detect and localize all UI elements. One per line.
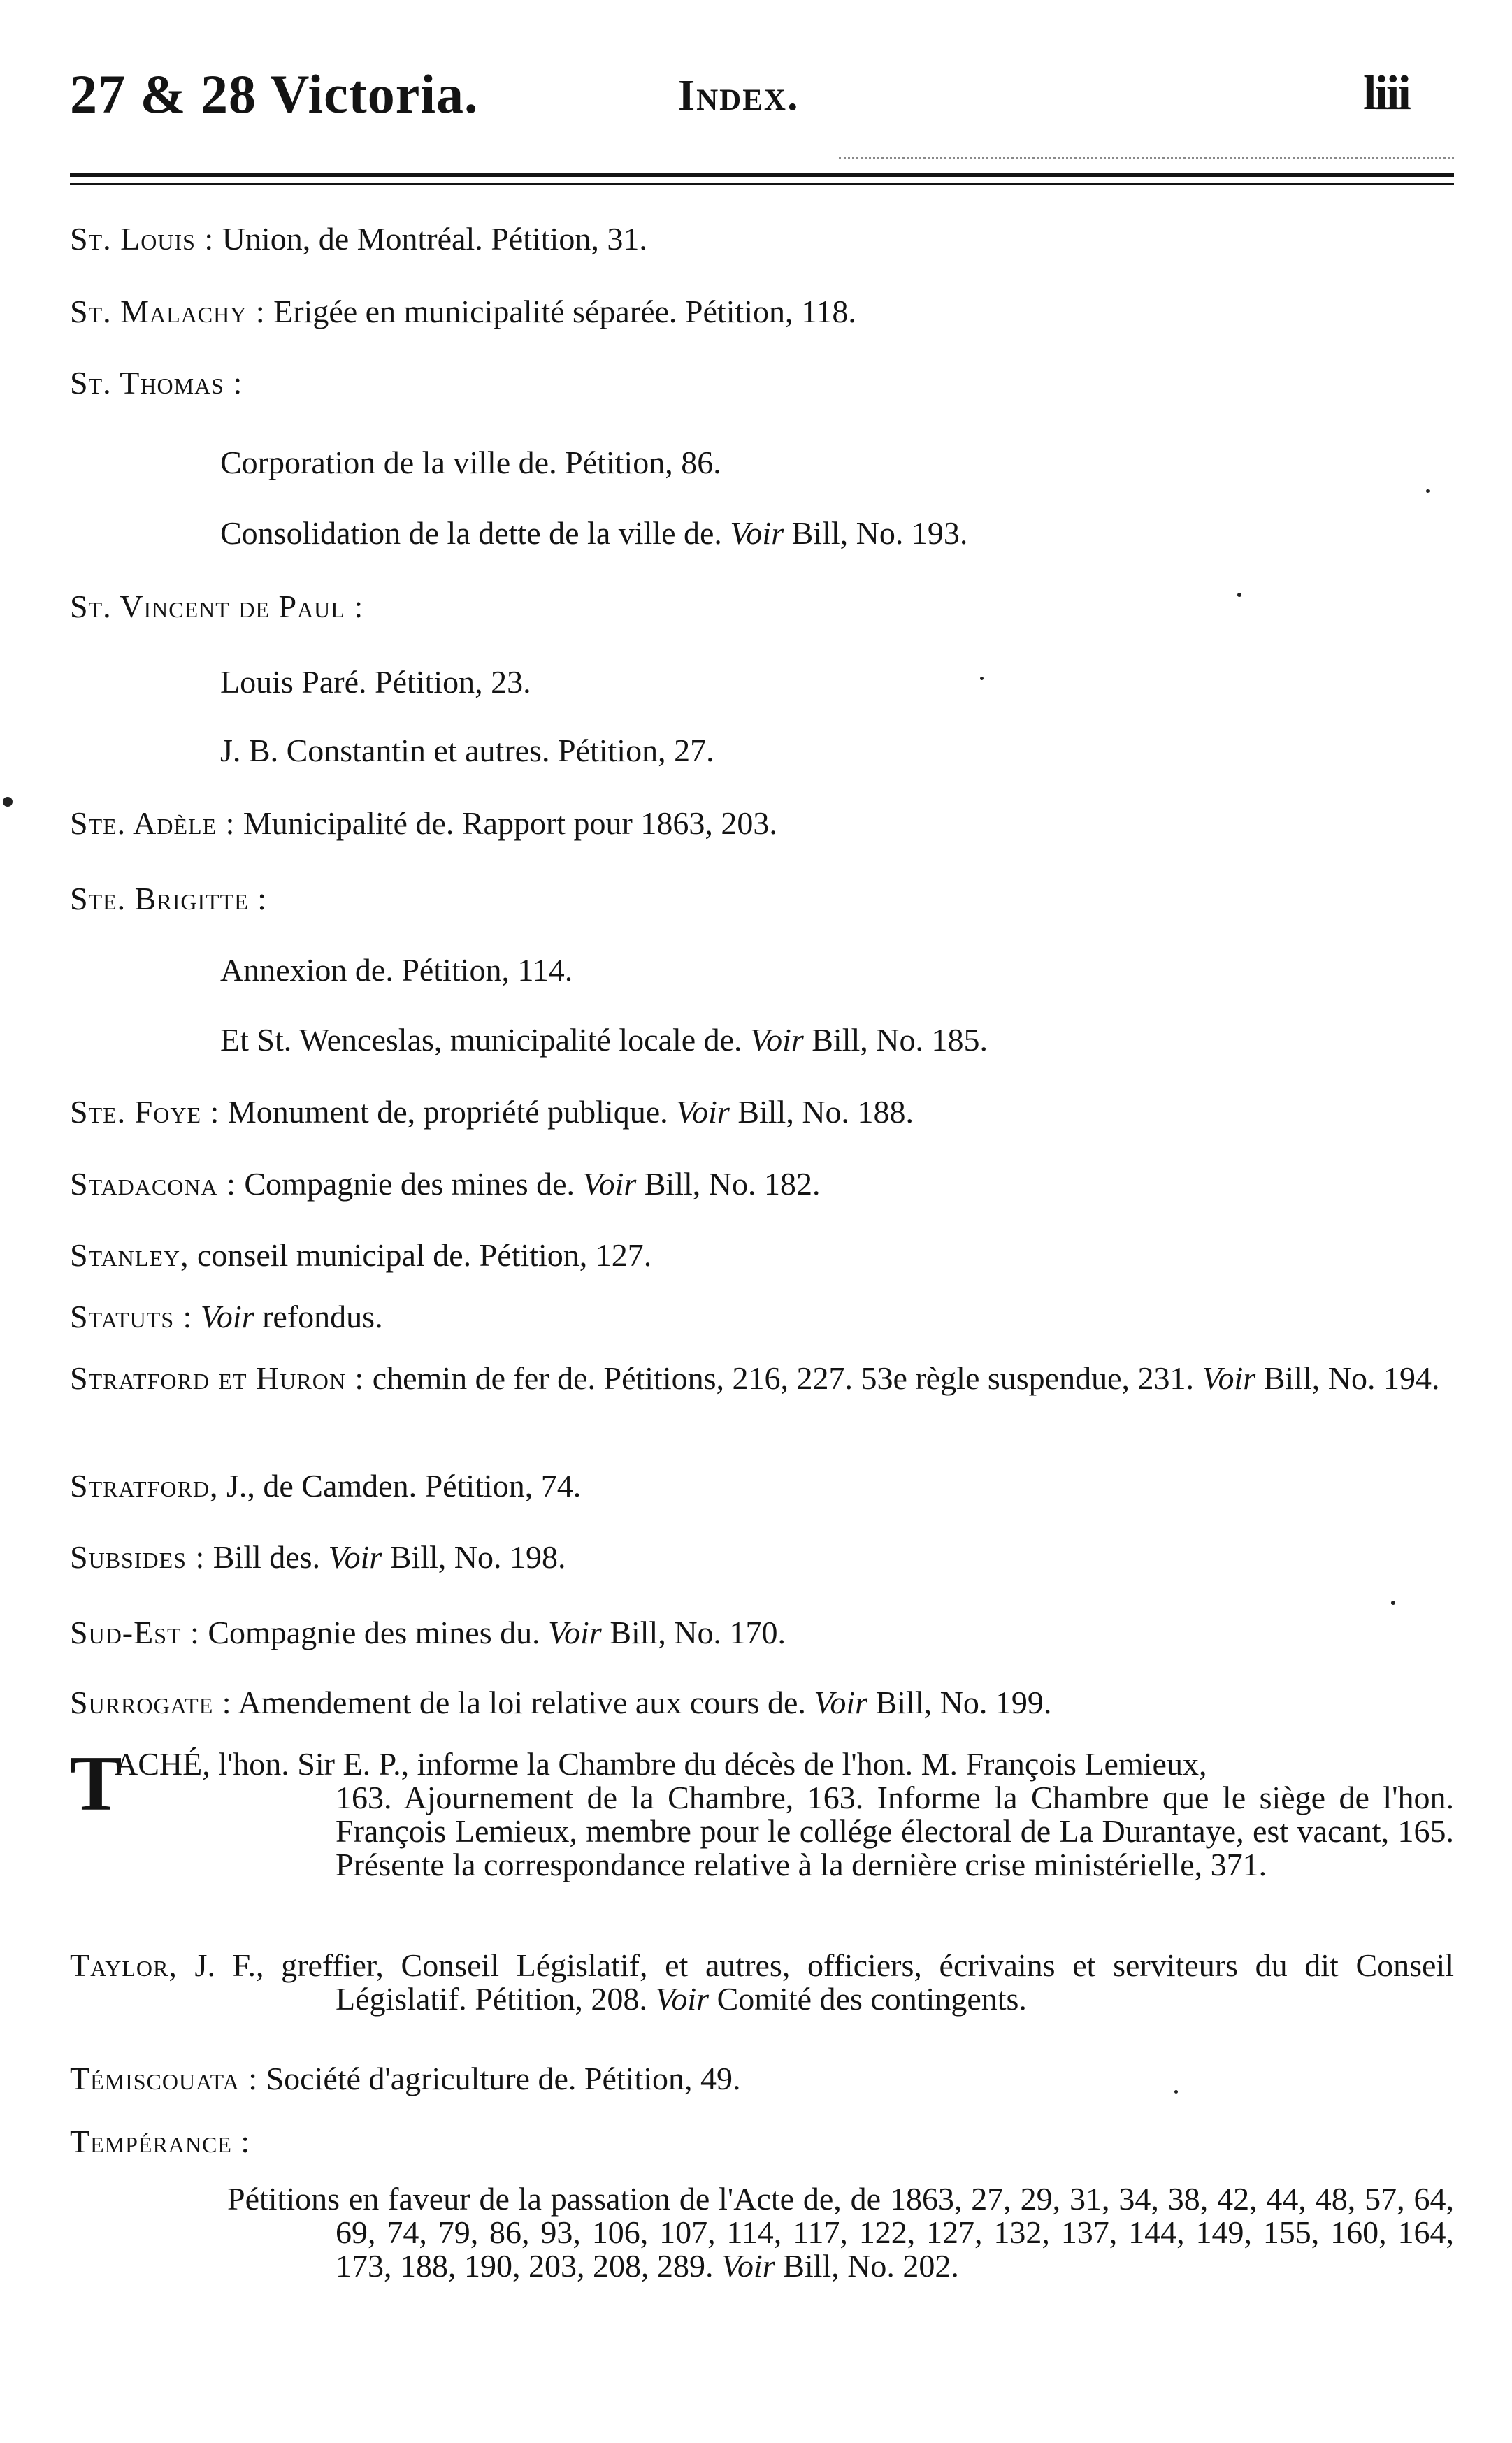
entry-text: Monument de, propriété publique. [219,1094,677,1130]
voir-reference: Voir [730,515,784,551]
entry-heading: Subsides : [70,1539,206,1575]
entry-text: Union, de Montréal. Pétition, 31. [214,221,647,257]
voir-reference: Voir [548,1615,602,1650]
entry-heading: ACHÉ, [115,1746,210,1782]
entry-heading: Stanley, [70,1237,189,1273]
drop-cap-letter: T [70,1741,122,1827]
sub-entry-paragraph [227,2182,1454,2283]
index-entry-surrogate [70,1683,1454,1722]
index-entry-temiscouata [70,2059,1454,2098]
sub-entry-text: Pétitions en faveur de la passation de l'Acte de, de 1863, 27, 29, 31, 34, 38, 42, 44, 48, 57, 64, 69, 74, 79, 86, 93, 106, 107, 114, 117, 122, 127, 132, 137, 144, 149, 155, 160, 164, 173, 188, 190, 203, 208, 289. [227,2181,1454,2284]
index-entry-st-thomas [70,363,1454,403]
entry-text-after: Bill, No. 199. [867,1685,1052,1720]
entry-first-line [115,1747,1207,1781]
entry-text: conseil municipal de. Pétition, 127. [189,1237,652,1273]
index-entry-stratford-j [70,1466,1454,1506]
entry-heading: Stratford, [70,1468,219,1504]
scan-speck [1391,1601,1395,1605]
entry-text: Municipalité de. Rapport pour 1863, 203. [235,805,777,841]
volume-title: 27 & 28 Victoria. [70,64,479,124]
index-entry-st-louis [70,219,1454,259]
entry-heading: Stratford et Huron : [70,1360,365,1396]
voir-reference: Voir [814,1685,868,1720]
entry-heading: Ste. Foye : [70,1094,220,1130]
index-entry-ste-foye [70,1093,1454,1132]
entry-text-after: Bill, No. 170. [601,1615,786,1650]
scan-speck [1174,2090,1178,2094]
index-entry-sud-est [70,1613,1454,1652]
page-number: liii [1363,66,1409,120]
index-entry-statuts [70,1297,1454,1336]
voir-reference: Voir [721,2248,775,2284]
entry-heading: Ste. Adèle : [70,805,236,841]
entry-heading: Ste. Brigitte : [70,881,268,916]
index-entry-stratford-et-huron [70,1362,1454,1395]
scan-speck [1237,593,1241,597]
entry-text: J. F., greffier, Conseil Législatif, et autres, officiers, écrivains et serviteurs du dit Conseil Législatif. Pétition, 208. [177,1947,1454,2017]
voir-reference: Voir [655,1981,710,2017]
entry-text: l'hon. Sir E. P., informe la Chambre du décès de l'hon. M. François Lemieux, [210,1746,1207,1782]
voir-reference: Voir [192,1299,254,1334]
header-rule-thin [70,183,1454,185]
sub-entry-text-after: Bill, No. 185. [803,1022,988,1058]
entry-heading: Surrogate : [70,1685,232,1720]
entry-heading: St. Louis : [70,221,215,257]
entry-text-after: Comité des contingents. [709,1981,1027,2017]
entry-text-after: Bill, No. 198. [382,1539,566,1575]
index-entry-ste-brigitte [70,879,1454,918]
sub-entry [220,514,1454,553]
index-entry-st-malachy [70,292,1454,331]
index-entry-st-vincent-de-paul [70,587,1454,626]
index-entry-stadacona [70,1165,1454,1204]
voir-reference: Voir [582,1166,637,1202]
section-title: Index. [678,72,800,120]
sub-entry [220,443,1454,482]
scan-speck [3,797,13,807]
entry-heading: St. Malachy : [70,294,266,329]
sub-entry [220,951,1454,990]
entry-heading: Témiscouata : [70,2061,259,2096]
index-entry-temperance [70,2122,1454,2161]
entry-text: Amendement de la loi relative aux cours de. [231,1685,814,1720]
index-entry-subsides [70,1538,1454,1577]
sub-entry-text: Consolidation de la dette de la ville de. [220,515,730,551]
entry-text-after: Bill, No. 194. [1255,1360,1440,1396]
entry-heading: Sud-Est : [70,1615,200,1650]
header-rule-thick [70,173,1454,177]
entry-heading: Taylor, [70,1947,178,1983]
sub-entry-text-after: Bill, No. 193. [784,515,968,551]
entry-heading: Statuts : [70,1299,193,1334]
index-entry-stanley [70,1236,1454,1275]
entry-text-after: Bill, No. 188. [729,1094,914,1130]
sub-entry-text: Corporation de la ville de. Pétition, 86. [220,445,721,480]
entry-heading: Stadacona : [70,1166,236,1202]
sub-entry-text: Louis Paré. Pétition, 23. [220,664,531,700]
sub-entry [220,663,1454,702]
entry-text: Erigée en municipalité séparée. Pétition, 118. [265,294,856,329]
entry-text-after: refondus. [254,1299,383,1334]
entry-heading: St. Thomas : [70,365,243,401]
sub-entry [220,731,1454,770]
entry-text: J., de Camden. Pétition, 74. [218,1468,582,1504]
scan-speck [980,677,984,680]
index-entry-ste-adele [70,804,1454,843]
scan-speck [1426,489,1430,493]
entry-text: Compagnie des mines du. [199,1615,549,1650]
entry-heading: St. Vincent de Paul : [70,589,364,624]
sub-entry-text: Annexion de. Pétition, 114. [220,952,573,988]
entry-text: Bill des. [205,1539,329,1575]
sub-entry-text: J. B. Constantin et autres. Pétition, 27. [220,733,714,768]
running-header [0,56,1512,133]
dotted-rule [839,157,1454,159]
entry-continuation: 163. Ajournement de la Chambre, 163. Informe la Chambre que le siège de l'hon. François Lemieux, membre pour le collége électoral de La Durantaye, est vacant, 165. Présente la correspondance relative à la dernière crise ministérielle, 371. [336,1780,1454,1882]
entry-text-after: Bill, No. 182. [636,1166,821,1202]
voir-reference: Voir [1202,1360,1256,1396]
entry-text: chemin de fer de. Pétitions, 216, 227. 53e règle suspendue, 231. [364,1360,1202,1396]
entry-heading: Tempérance : [70,2124,251,2159]
sub-entry-text: Et St. Wenceslas, municipalité locale de. [220,1022,751,1058]
sub-entry [220,1021,1454,1060]
voir-reference: Voir [676,1094,730,1130]
voir-reference: Voir [750,1022,804,1058]
entry-text: Compagnie des mines de. [236,1166,583,1202]
index-entry-taylor [70,1949,1454,2016]
entry-text: Société d'agriculture de. Pétition, 49. [258,2061,741,2096]
sub-entry-text-after: Bill, No. 202. [775,2248,959,2284]
voir-reference: Voir [328,1539,382,1575]
